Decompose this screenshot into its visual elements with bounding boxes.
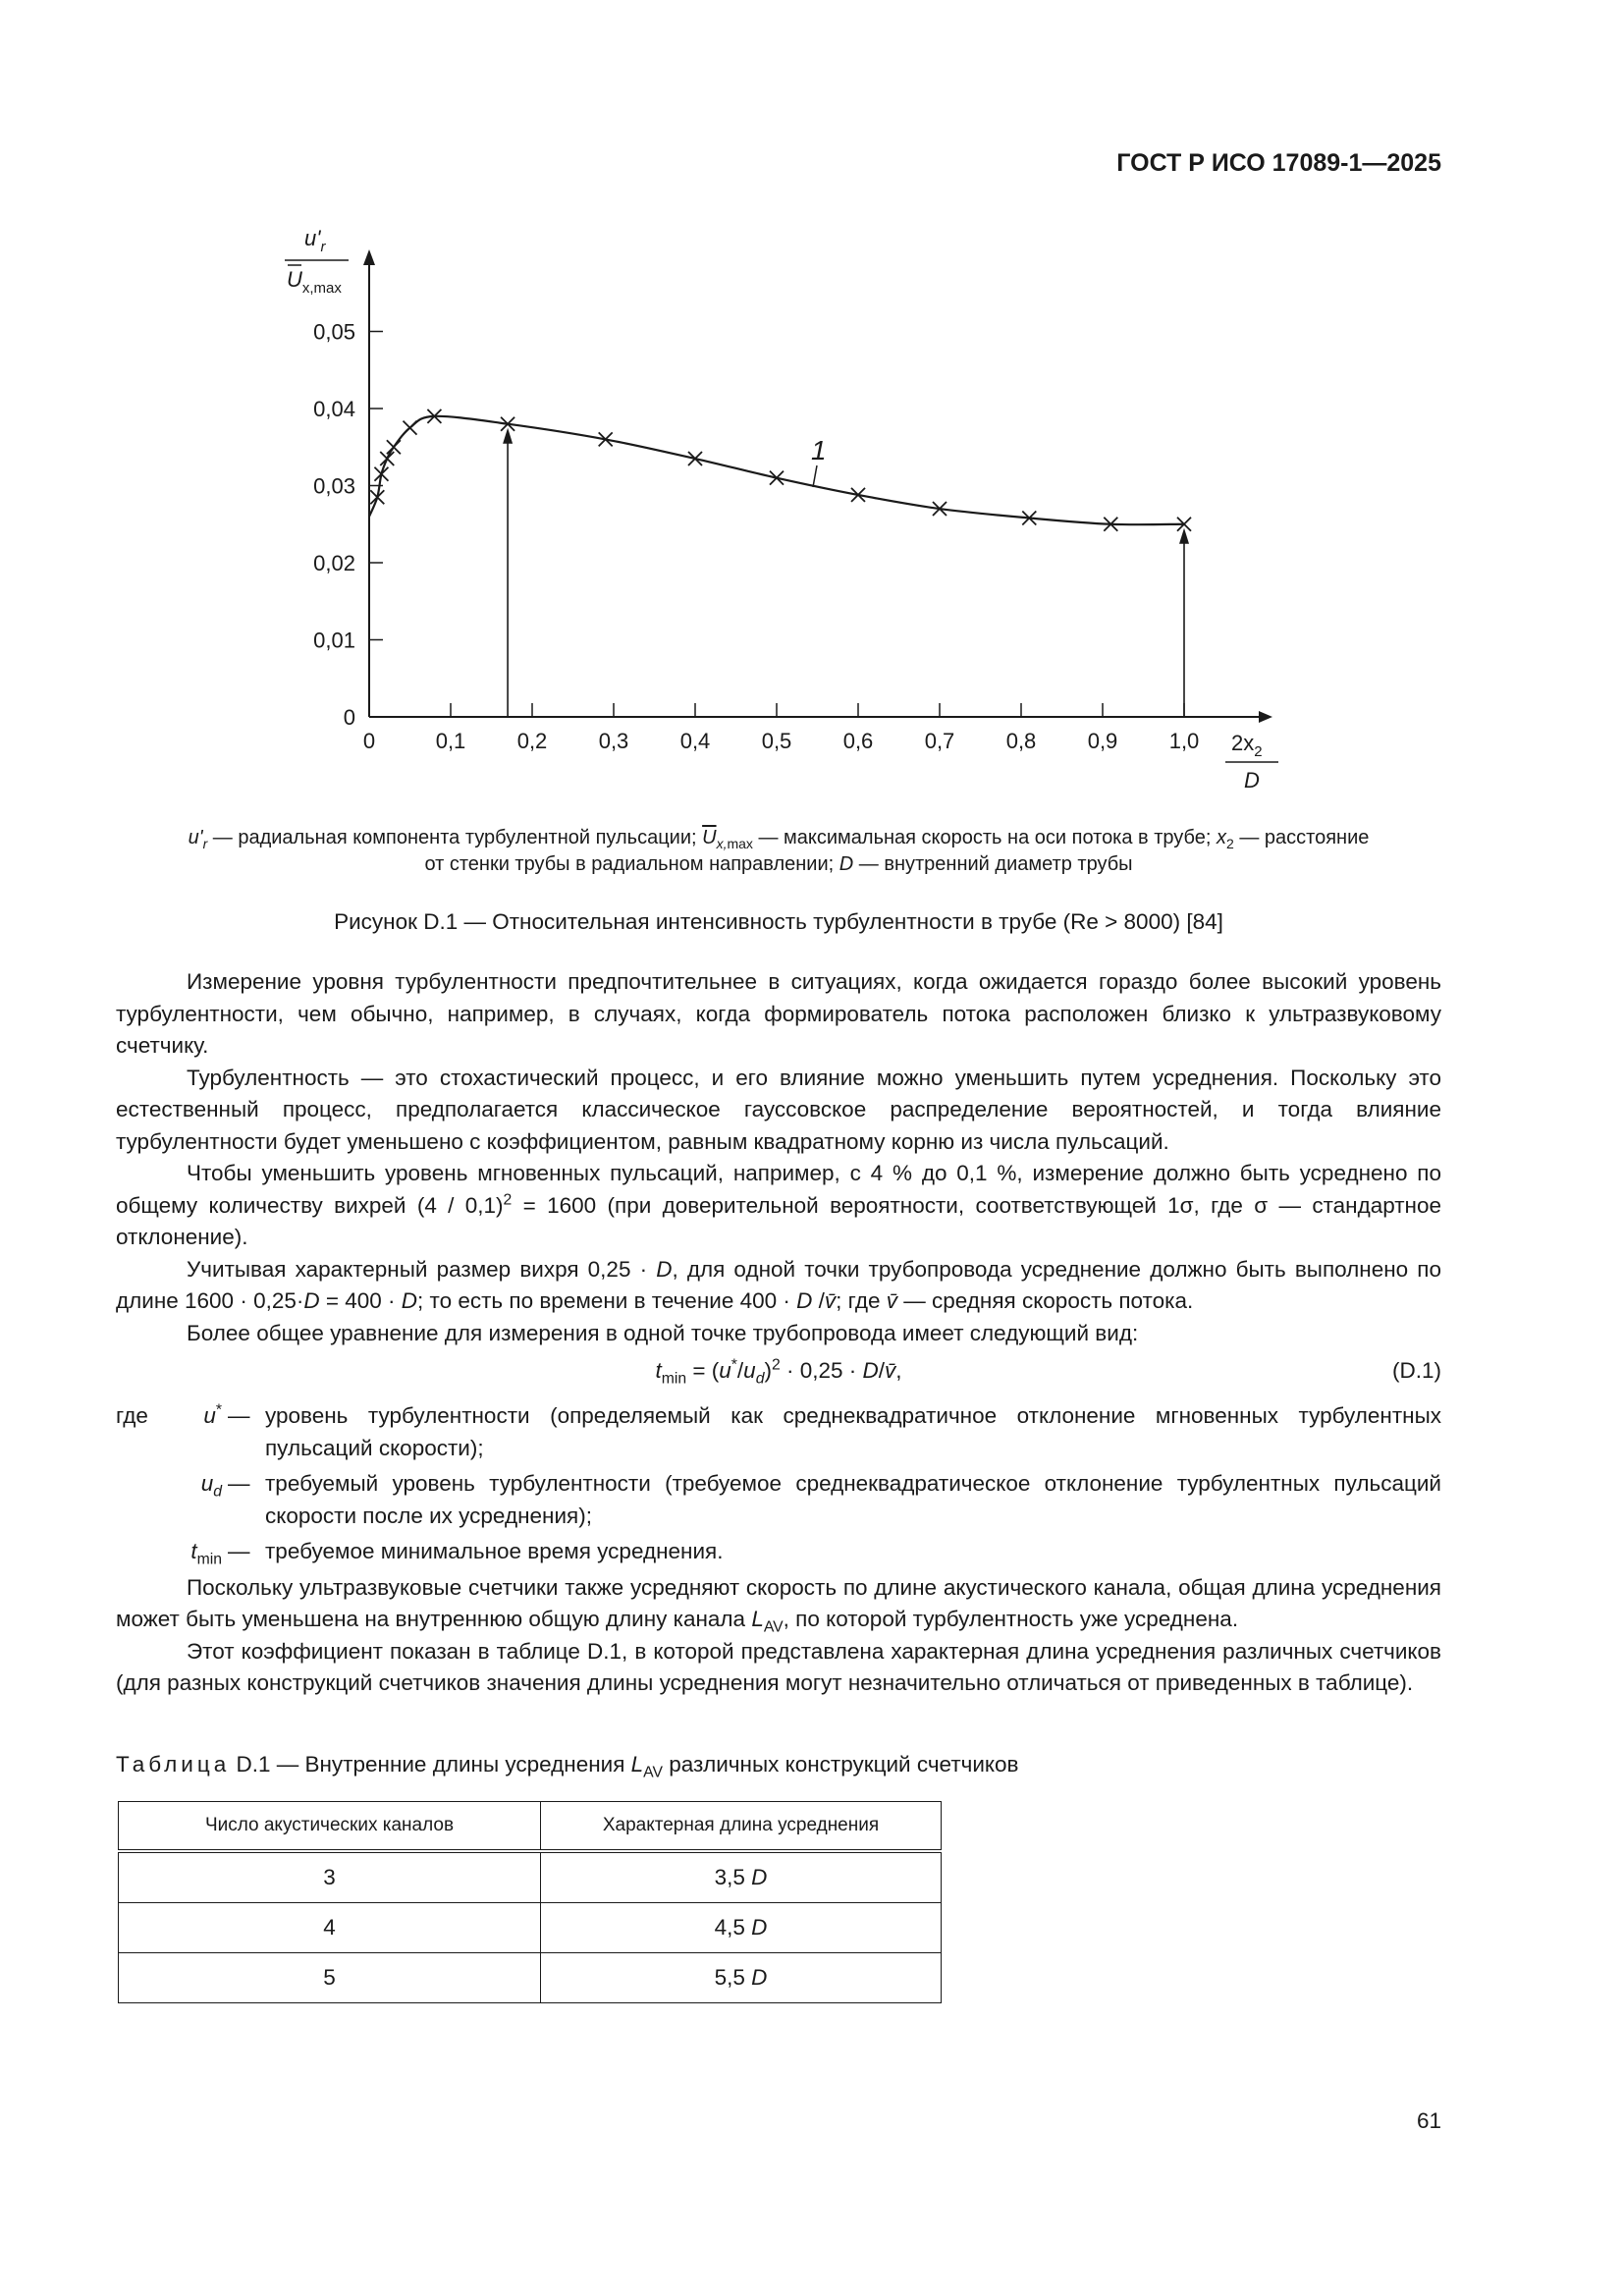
x-axis-arrow: [1259, 711, 1272, 723]
legend-line-2: от стенки трубы в радиальном направлении; D — внутренний диаметр трубы: [424, 853, 1133, 875]
length-cell: 5,5 D: [541, 1953, 942, 2003]
definition-u: где u* — уровень турбулентности (определяемый как среднеквадратичное отклонение мгновенных турбулентных пульсаций скорости);: [116, 1401, 1441, 1460]
y-label-numerator: $u'_r$: [304, 226, 326, 255]
y-axis-label: [285, 226, 349, 297]
x-axis-label: [1225, 731, 1278, 793]
definition-ud: $u_d$ — требуемый уровень турбулентности (требуемое среднеквадратическое отклонение турбулентных пульсаций скорости после их усреднения);: [200, 1471, 1441, 1528]
column-header: Число акустических каналов: [119, 1802, 541, 1852]
x-tick-label: 0,8: [1005, 729, 1037, 753]
table-row: [119, 1903, 942, 1953]
curve-label: 1: [811, 435, 827, 465]
definition-tmin: $t_{min}$ — требуемое минимальное время усреднения.: [190, 1539, 724, 1568]
paragraph: Учитывая характерный размер вихря 0,25 · D, для одной точки трубопровода усреднение должно быть выполнено по длине 1600 · 0,25·D = 400 · D; то есть по времени в течение 400 · D /v̄; где v̄ — средняя скорость потока.: [116, 1256, 1441, 1313]
y-tick-label: 0,03: [313, 473, 355, 499]
paragraph: Турбулентность — это стохастический процесс, и его влияние можно уменьшить путем усреднения. Поскольку это естественный процесс, предполагается классическое гауссовское распределение вероятностей, и тогда влияние турбулентности будет уменьшено с коэффициентом, равным квадратному корню из числа пульсаций.: [116, 1065, 1441, 1154]
paragraph: Более общее уравнение для измерения в одной точке трубопровода имеет следующий вид:: [187, 1320, 1139, 1345]
figure-legend: [116, 825, 1441, 878]
x-label-numerator: $2x_2$: [1231, 731, 1263, 760]
data-point: [404, 421, 417, 435]
table-header-row: [119, 1802, 942, 1852]
y-tick-label: 0,01: [313, 628, 355, 653]
length-cell: 4,5 D: [541, 1903, 942, 1953]
x-tick-label: 0,5: [761, 729, 792, 753]
x-tick-label: 0: [362, 729, 376, 753]
y-label-denominator: $U_{x,max}$: [287, 267, 342, 297]
channels-cell: 3: [119, 1851, 541, 1903]
table-row: [119, 1851, 942, 1903]
document-code: ГОСТ Р ИСО 17089-1—2025: [1116, 149, 1441, 177]
y-tick-label: 0,05: [313, 319, 355, 345]
paragraph: Этот коэффициент показан в таблице D.1, в которой представлена характерная длина усреднения различных счетчиков (для разных конструкций счетчиков значения длины усреднения могут незначительно отличаться от приведенных в таблице).: [116, 1638, 1441, 1695]
length-cell: 3,5 D: [541, 1851, 942, 1903]
series-line: [369, 416, 1184, 524]
y-axis-arrow: [363, 249, 375, 265]
channels-cell: 5: [119, 1953, 541, 2003]
y-tick-label: 0,02: [313, 551, 355, 575]
y-tick-label: 0,04: [313, 397, 355, 421]
x-tick-label: 0,1: [435, 729, 466, 753]
x-tick-label: 0,9: [1087, 729, 1118, 753]
legend-line-1: $u'_r$ — радиальная компонента турбулентной пульсации; $\overline{U}_{x,max}$ — максимальная скорость на оси потока в трубе; $x_2$ — расстояние: [188, 827, 1370, 851]
formula-d1: [116, 1349, 1441, 1393]
x-label-denominator: D: [1244, 768, 1260, 793]
turbulence-chart: [265, 224, 1325, 813]
x-tick-label: 0,2: [516, 729, 548, 753]
x-tick-label: 0,4: [679, 729, 711, 753]
table-title: Таблица D.1 — Внутренние длины усреднения $L_{AV}$ различных конструкций счетчиков: [116, 1752, 1019, 1781]
body-text: [116, 966, 1441, 1700]
x-tick-label: 0,7: [924, 729, 955, 753]
paragraph: Чтобы уменьшить уровень мгновенных пульсаций, например, с 4 % до 0,1 %, измерение должно быть усреднено по общему количеству вихрей (4 / 0,1)$^2$ = 1600 (при доверительной вероятности, соответствующей 1σ, где σ — стандартное отклонение).: [116, 1161, 1442, 1249]
channels-cell: 4: [119, 1903, 541, 1953]
column-header: Характерная длина усреднения: [541, 1802, 942, 1852]
paragraph: Поскольку ультразвуковые счетчики также усредняют скорость по длине акустического канала, общая длина усреднения может быть уменьшена на внутреннюю общую длину канала $L_{AV}$, по которой турбулентность уже усреднена.: [116, 1574, 1441, 1636]
x-tick-label: 0,3: [598, 729, 629, 753]
averaging-length-table: [118, 1801, 942, 2003]
formula: $t_{min} = (u^*/u_d)^2 \cdot 0,25$ · D/v̄,: [655, 1356, 902, 1388]
table-row: [119, 1953, 942, 2003]
definitions: [116, 1400, 1441, 1568]
formula-number: (D.1): [1392, 1358, 1441, 1383]
y-tick-label: 0: [343, 705, 355, 730]
x-tick-label: 0,6: [842, 729, 874, 753]
x-tick-label: 1,0: [1168, 729, 1200, 753]
paragraph: Измерение уровня турбулентности предпочтительнее в ситуациях, когда ожидается гораздо более высокий уровень турбулентности, чем обычно, например, в случаях, когда формирователь потока расположен близко к ультразвуковому счетчику.: [116, 969, 1441, 1058]
marker-arrow-head: [503, 428, 513, 444]
figure-caption: Рисунок D.1 — Относительная интенсивность турбулентности в трубе (Re > 8000) [84]: [334, 909, 1223, 934]
marker-arrow-head: [1179, 528, 1189, 544]
page-number: 61: [1416, 2108, 1441, 2133]
curve-label-leader: [813, 465, 817, 487]
